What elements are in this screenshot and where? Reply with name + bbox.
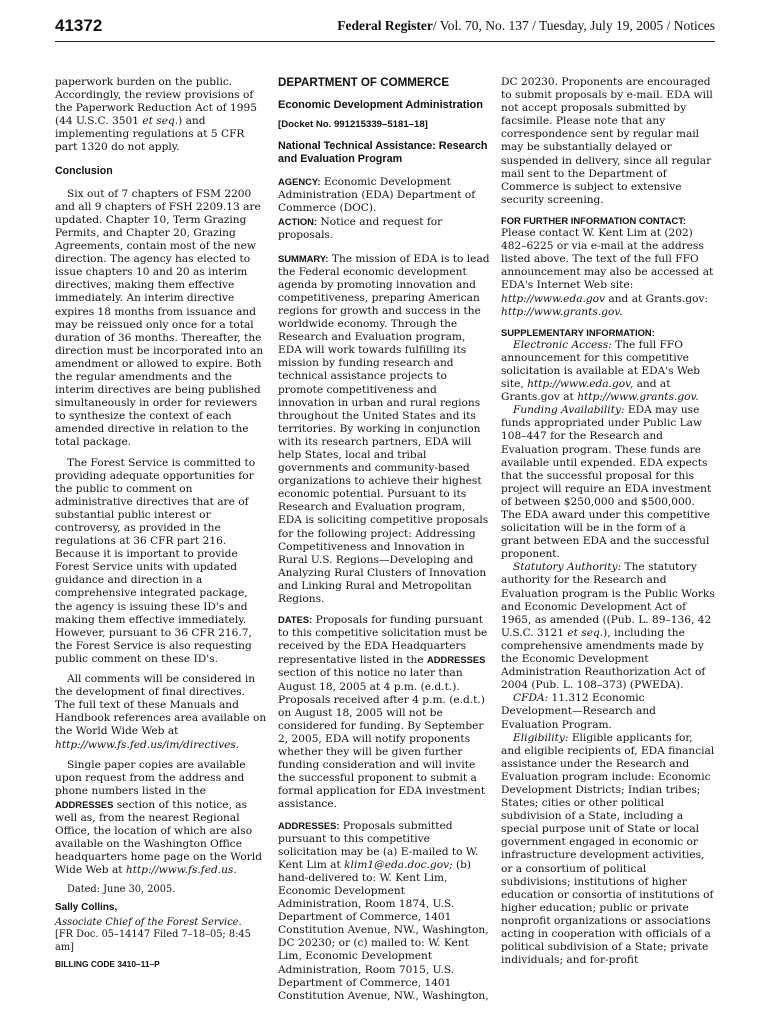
electronic-access: Electronic Access: The full FFO announcement for this competitive solicitation is available at EDA's Web site, http://www.eda.gov, and at Grants.gov at http://www.grants.gov. bbox=[501, 338, 701, 404]
issue-info: / Vol. 70, No. 137 / Tuesday, July 19, 2005 / Notices bbox=[432, 18, 715, 33]
action-section: ACTION: Notice and request for proposals. bbox=[278, 216, 443, 242]
directives-link[interactable]: http://www.fs.fed.us/im/directives. bbox=[55, 738, 240, 751]
statutory-authority: Statutory Authority: The statutory authority for the Research and Evaluation program is the Public Works and Economic Development Act of 1965, as amended ((Pub. L. 89–136, 42 U.S.C. 3121 et seq.), including the comprehensive amendments made by the Economic Development Administration Reauthorization Act of 2004 (Pub. L. 108–373) (PWEDA). bbox=[501, 561, 715, 692]
col1-paragraph-2: Six out of 7 chapters of FSM 2200 and all 9 chapters of FSH 2209.13 are updated. Chapter 10, Term Grazing Permits, and Chapter 20, Grazing Agreements, contain most of the new direction. The agency has elected to issue chapters 10 and 20 as interim directives, making them effective immediately. An interim directive expires 18 months from issuance and may be reissued only once for a total duration of 36 months. Thereafter, the direction must be incorporated into an amendment or allowed to expire. Both the regular amendments and the interim directives are being published simultaneously in order for reviewers to synthesize the context of each amended directive in relation to the total package. bbox=[55, 187, 264, 449]
col1-paragraph-1: paperwork burden on the public. Accordingly, the review provisions of the Paperwork Reduction Act of 1995 (44 U.S.C. 3501 et seq.) and implementing regulations at 5 CFR part 1320 do not apply. bbox=[55, 76, 257, 154]
signer-title: Associate Chief of the Forest Service. bbox=[55, 916, 242, 928]
supplementary-heading: SUPPLEMENTARY INFORMATION: bbox=[501, 326, 655, 338]
grants-link[interactable]: http://www.grants.gov. bbox=[501, 305, 623, 318]
dates-section: DATES: Proposals for funding pursuant to this competitive solicitation must be received by the EDA Headquarters representative listed in the ADDRESSES section of this notice no later than August 18, 2005 at 4 p.m. (e.d.t.). Proposals received after 4 p.m. (e.d.t.) on August 18, 2005 will not be considered for funding. By September 2, 2005, EDA will notify proponents whether they will be given further funding consideration and will invite the successful proponent to submit a formal application for EDA investment assistance. bbox=[278, 614, 488, 811]
billing-code: BILLING CODE 3410–11–P bbox=[55, 959, 160, 970]
cfda: CFDA: 11.312 Economic Development—Research and Evaluation Program. bbox=[501, 692, 656, 731]
running-head bbox=[337, 18, 715, 34]
docket-number: [Docket No. 991215339–5181–18] bbox=[278, 119, 428, 130]
fs-link[interactable]: http://www.fs.fed.us. bbox=[125, 864, 237, 877]
dated-line: Dated: June 30, 2005. bbox=[67, 884, 176, 896]
notice-title: National Technical Assistance: Research and Evaluation Program bbox=[278, 140, 488, 166]
column-2 bbox=[278, 76, 490, 1003]
eligibility: Eligibility: Eligible applicants for, and eligible recipients of, EDA financial assistance under the Research and Evaluation program include: Economic Development Districts; Indian tribes; States; cities or other political subdivision of a State, including a special purpose unit of State or local government engaged in economic or infrastructure development activities, or a consortium of political subdivisions; institutions of higher education or consortia of institutions of higher education; public or private nonprofit organizations or associations acting in cooperation with officials of a political subdivision of a State; private individuals; and for-profit bbox=[501, 731, 715, 967]
conclusion-heading: Conclusion bbox=[55, 164, 113, 177]
agency-heading: Economic Development Administration bbox=[278, 99, 483, 111]
contact-heading: FOR FURTHER INFORMATION CONTACT: bbox=[501, 214, 687, 226]
email-link[interactable]: klim1@eda.doc.gov; bbox=[344, 858, 453, 871]
agency-section: AGENCY: Economic Development Administration (EDA) Department of Commerce (DOC). bbox=[278, 176, 476, 215]
column-3 bbox=[501, 76, 715, 967]
contact-section: Please contact W. Kent Lim at (202) 482–6225 or via e-mail at the address listed above. The text of the full FFO announcement may also be accessed at EDA's Internet Web site: http://www.eda.gov and at Grants.gov: http://www.grants.gov. bbox=[501, 227, 714, 318]
col1-paragraph-3: The Forest Service is committed to providing adequate opportunities for the public to comment on administrative directives that are of substantial public interest or controversy, as provided in the regulations at 36 CFR part 216. Because it is important to provide Forest Service units with updated guidance and direction in a comprehensive integrated package, the agency is issuing these ID's and making them effective immediately. However, pursuant to 36 CFR 216.7, the Forest Service is also requesting public comment on these ID's. bbox=[55, 456, 256, 665]
addresses-section: ADDRESSES: Proposals submitted pursuant to this competitive solicitation may be (a) E-mailed to W. Kent Lim at klim1@eda.doc.gov; (b) hand-delivered to: W. Kent Lim, Economic Development Administration, Room 1874, U.S. Department of Commerce, 1401 Constitution Avenue, NW., Washington, DC 20230; or (c) mailed to: W. Kent Lim, Economic Development Administration, Room 7015, U.S. Department of Commerce, 1401 Constitution Avenue, NW., Washington, bbox=[278, 819, 489, 1002]
funding-availability: Funding Availability: EDA may use funds appropriated under Public Law 108–447 for the Research and Evaluation program. These funds are available until expended. EDA expects that the successful proposal for this project will require an EDA investment of between $250,000 and $500,000. The EDA award under this competitive solicitation will be in the form of a grant between EDA and the successful proponent. bbox=[501, 404, 712, 561]
fr-doc-line: [FR Doc. 05–14147 Filed 7–18–05; 8:45 am] bbox=[55, 929, 251, 953]
page-header bbox=[55, 14, 715, 42]
col3-paragraph-1: DC 20230. Proponents are encouraged to submit proposals by e-mail. EDA will not accept proposals submitted by facsimile. Please note that any correspondence sent by regular mail may be substantially delayed or suspended in delivery, since all regular mail sent to the Department of Commerce is subject to extensive security screening. bbox=[501, 76, 713, 206]
column-1 bbox=[55, 76, 267, 971]
journal-name: Federal Register bbox=[337, 18, 433, 33]
department-heading: DEPARTMENT OF COMMERCE bbox=[278, 76, 450, 89]
page-number: 41372 bbox=[55, 16, 103, 35]
eda-link-2[interactable]: http://www.eda.gov, bbox=[527, 378, 634, 391]
summary-section: SUMMARY: The mission of EDA is to lead the Federal economic development agenda by promoting innovation and competitiveness, preparing American regions for growth and success in the worldwide economy. Through the Research and Evaluation program, EDA will work towards fulfilling its mission by funding research and technical assistance projects to promote competitiveness and innovation in urban and rural regions throughout the United States and its territories. By working in conjunction with its research partners, EDA will help States, local and tribal governments and community-based organizations to achieve their highest economic potential. Pursuant to its Research and Evaluation program, EDA is soliciting competitive proposals for the following project: Addressing Competitiveness and Innovation in Rural U.S. Regions—Developing and Analyzing Rural Clusters of Innovation and Linking Rural and Metropolitan Regions. bbox=[278, 252, 490, 605]
col1-paragraph-4: All comments will be considered in the development of final directives. The full text of these Manuals and Handbook references area available on the World Wide Web at http://www.fs.fed.us/im/directives. bbox=[55, 673, 267, 751]
signer-name: Sally Collins, bbox=[55, 901, 118, 913]
col1-paragraph-5: Single paper copies are available upon request from the address and phone numbers listed in the ADDRESSES section of this notice, as well as, from the nearest Regional Office, the location of which are also available on the Washington Office headquarters home page on the World Wide Web at http://www.fs.fed.us. bbox=[55, 758, 263, 877]
eda-link[interactable]: http://www.eda.gov bbox=[501, 292, 606, 305]
header-rule bbox=[55, 41, 715, 42]
grants-link-2[interactable]: http://www.grants.gov. bbox=[577, 391, 699, 404]
